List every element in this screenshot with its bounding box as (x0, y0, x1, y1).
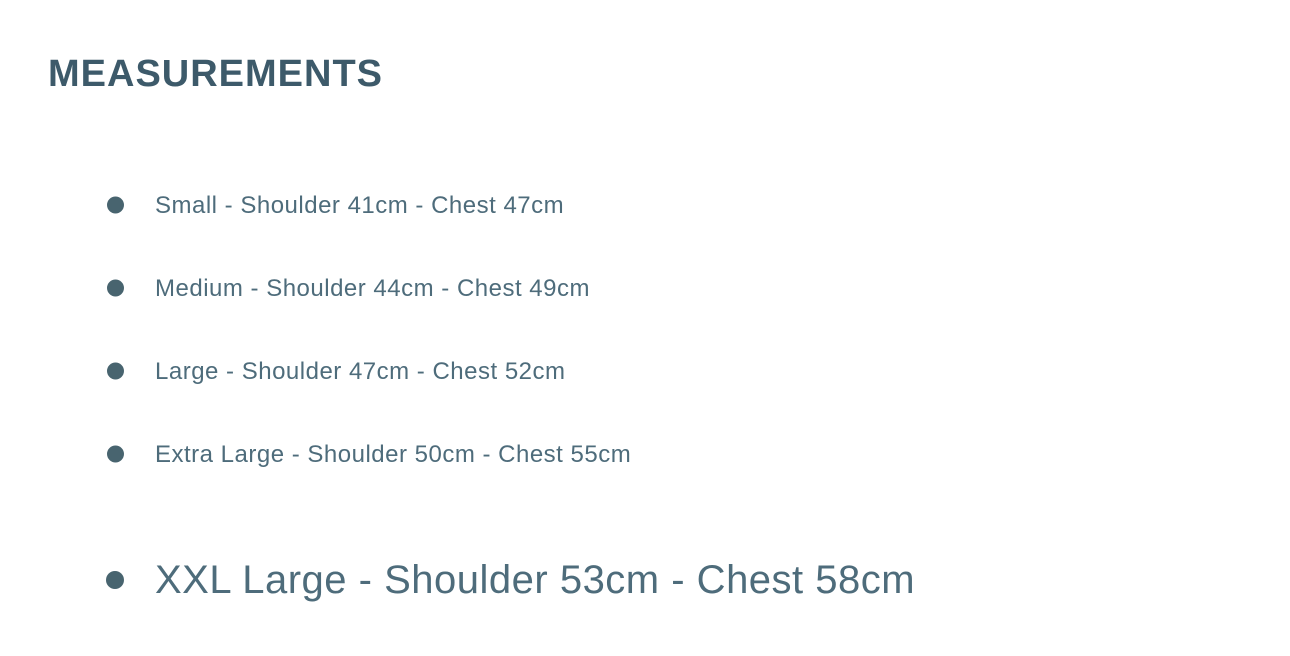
list-item (48, 190, 1250, 221)
bullet-icon (107, 280, 124, 297)
size-item-label: XXL Large - Shoulder 53cm - Chest 58cm (155, 557, 916, 602)
bullet-icon (106, 571, 124, 589)
section-title: MEASUREMENTS (48, 53, 384, 95)
bullet-icon (107, 363, 124, 380)
list-item (48, 356, 1250, 387)
size-list (48, 190, 1250, 604)
list-item-xxl (48, 556, 1250, 604)
size-item-label: Small - Shoulder 41cm - Chest 47cm (155, 191, 565, 219)
list-item (48, 273, 1250, 304)
size-item-label: Large - Shoulder 47cm - Chest 52cm (155, 357, 566, 385)
size-item-label: Extra Large - Shoulder 50cm - Chest 55cm (155, 440, 632, 468)
bullet-icon (107, 197, 124, 214)
size-item-label: Medium - Shoulder 44cm - Chest 49cm (155, 274, 590, 302)
list-item (48, 439, 1250, 470)
bullet-icon (107, 446, 124, 463)
